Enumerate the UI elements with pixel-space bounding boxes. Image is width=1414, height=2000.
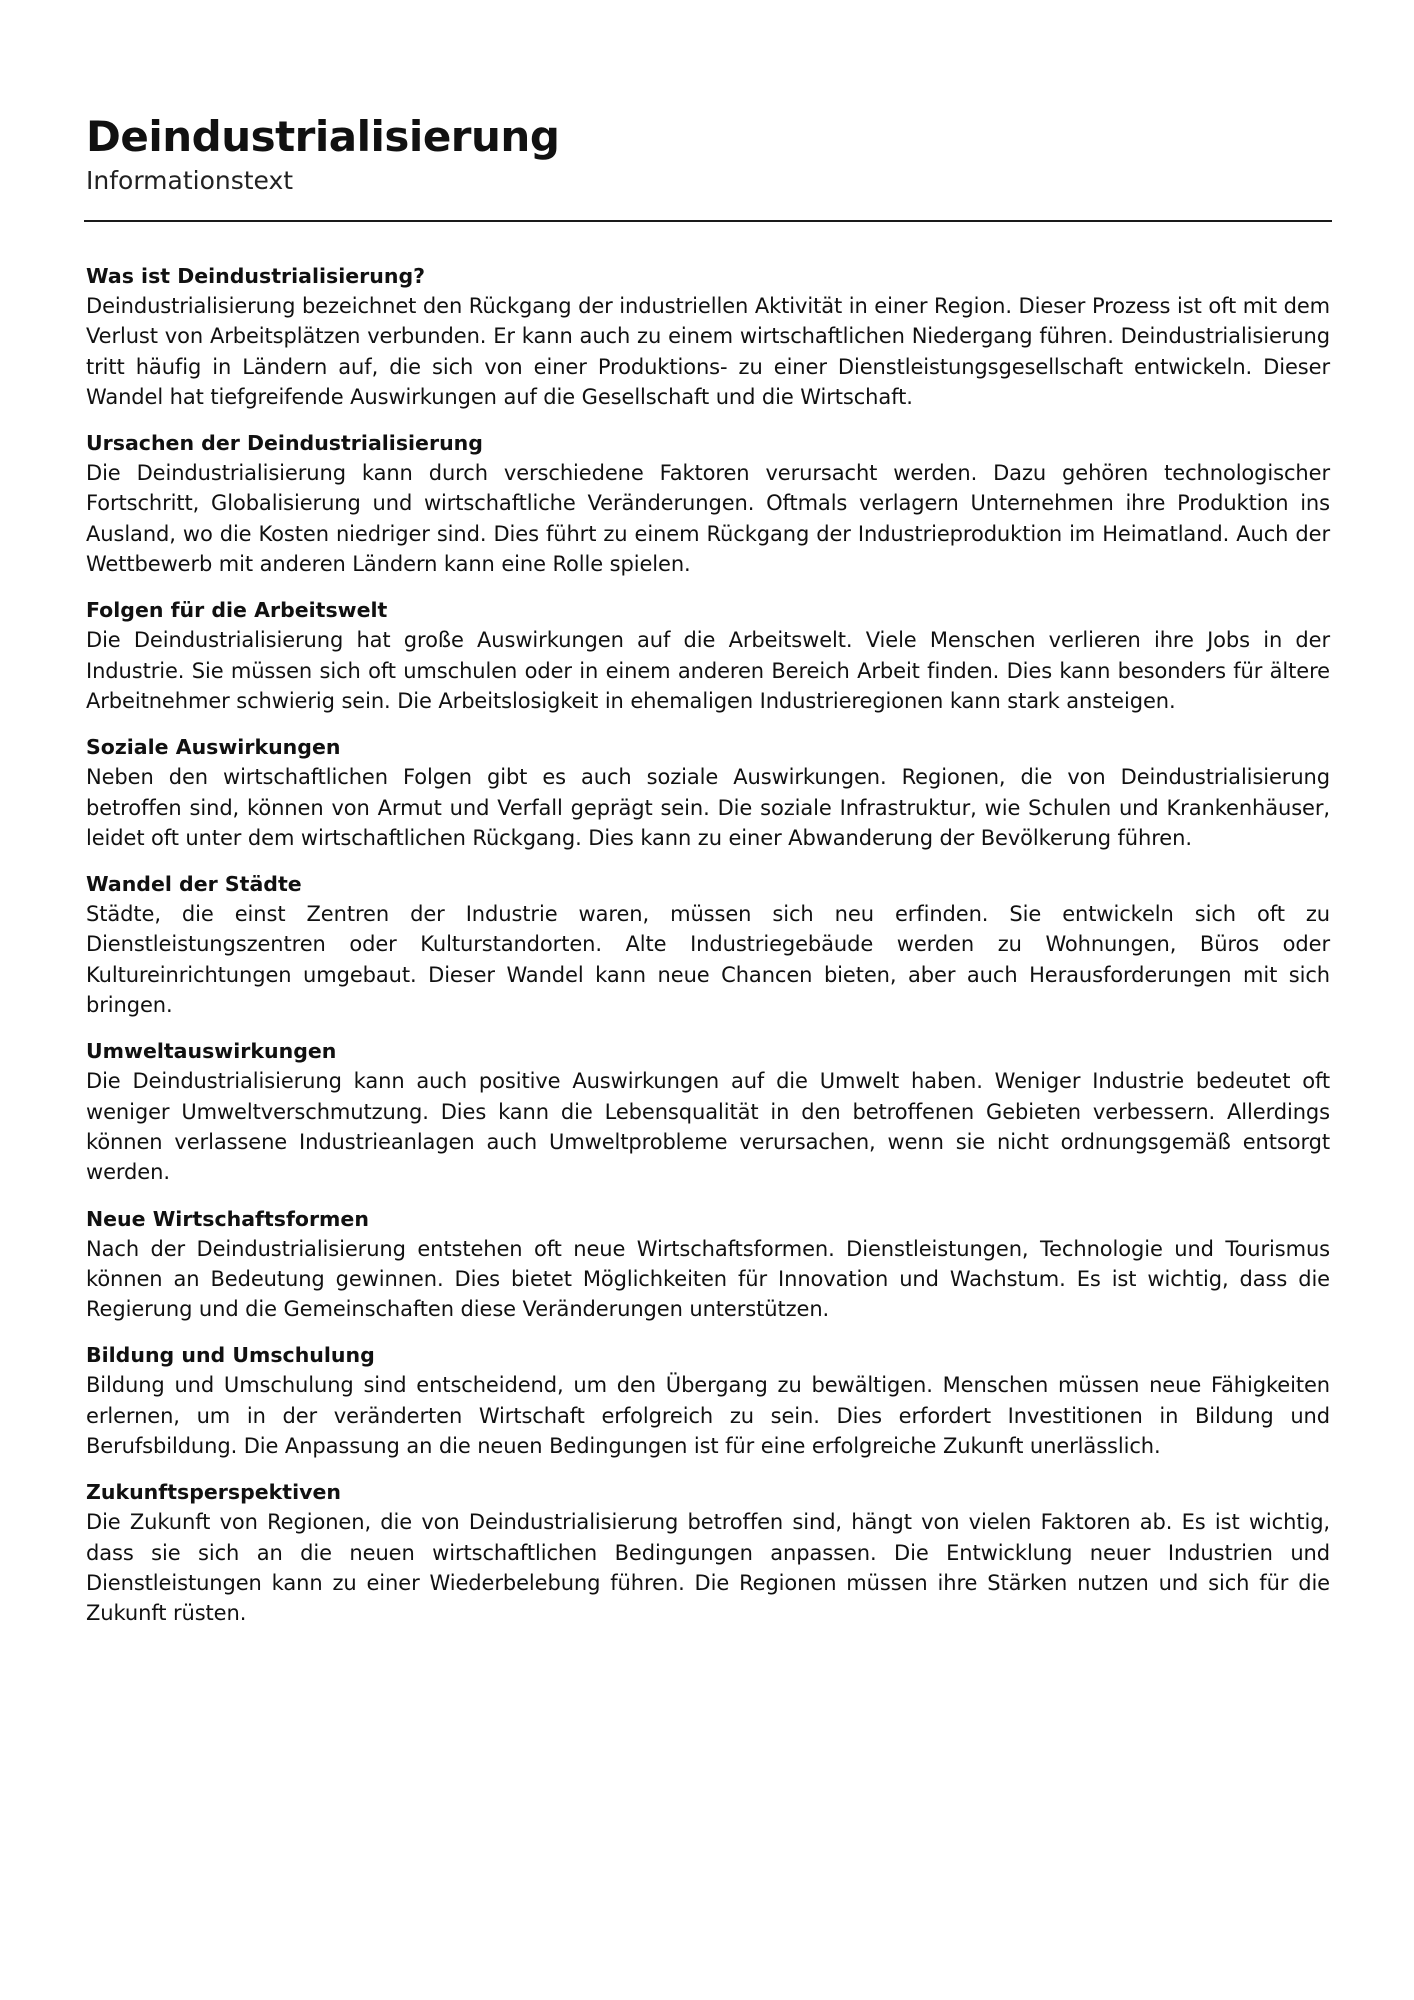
section-bildung-umschulung xyxy=(86,1340,1330,1461)
section-paragraph: Neben den wirtschaftlichen Folgen gibt es auch soziale Auswirkungen. Regionen, die von Deindustrialisierung betroffen sind, können von Armut und Verfall geprägt sein. Die soziale Infrastruktur, wie Schulen und Krankenhäuser, leidet oft unter dem wirtschaftlichen Rückgang. Dies kann zu einer Abwanderung der Bevölkerung führen. xyxy=(86,765,1330,850)
section-paragraph: Die Deindustrialisierung kann durch verschiedene Faktoren verursacht werden. Dazu gehören technologischer Fortschritt, Globalisierung und wirtschaftliche Veränderungen. Oftmals verlagern Unternehmen ihre Produktion ins Ausland, wo die Kosten niedriger sind. Dies führt zu einem Rückgang der Industrieproduktion im Heimatland. Auch der Wettbewerb mit anderen Ländern kann eine Rolle spielen. xyxy=(86,461,1330,577)
section-neue-wirtschaftsformen xyxy=(86,1204,1330,1325)
section-heading: Was ist Deindustrialisierung? xyxy=(86,264,426,288)
section-ursachen xyxy=(86,428,1330,579)
section-heading: Umweltauswirkungen xyxy=(86,1039,337,1064)
document-header xyxy=(86,112,1336,198)
section-heading: Neue Wirtschaftsformen xyxy=(86,1206,369,1231)
section-was-ist-deindustrialisierung xyxy=(86,261,1330,412)
section-paragraph: Die Deindustrialisierung hat große Auswirkungen auf die Arbeitswelt. Viele Menschen verlieren ihre Jobs in der Industrie. Sie müssen sich oft umschulen oder in einem anderen Bereich Arbeit finden. Dies kann besonders für ältere Arbeitnehmer schwierig sein. Die Arbeitslosigkeit in ehemaligen Industrieregionen kann stark ansteigen. xyxy=(86,628,1330,713)
section-zukunftsperspektiven xyxy=(86,1477,1330,1628)
section-heading: Wandel der Städte xyxy=(86,872,302,897)
document-title: Deindustrialisierung xyxy=(86,112,560,161)
header-divider xyxy=(84,220,1332,222)
section-paragraph: Die Zukunft von Regionen, die von Deindustrialisierung betroffen sind, hängt von vielen Faktoren ab. Es ist wichtig, dass sie sich an die neuen wirtschaftlichen Bedingungen anpassen. Die Entwicklung neuer Industrien und Dienstleistungen kann zu einer Wiederbelebung führen. Die Regionen müssen ihre Stärken nutzen und sich für die Zukunft rüsten. xyxy=(86,1510,1330,1626)
section-heading: Soziale Auswirkungen xyxy=(86,735,341,760)
section-heading: Zukunftsperspektiven xyxy=(86,1480,341,1505)
section-paragraph: Deindustrialisierung bezeichnet den Rückgang der industriellen Aktivität in einer Region. Dieser Prozess ist oft mit dem Verlust von Arbeitsplätzen verbunden. Er kann auch zu einem wirtschaftlichen Niedergang führen. Deindustrialisierung tritt häufig in Ländern auf, die sich von einer Produktions- zu einer Dienstleistungsgesellschaft entwickeln. Dieser Wandel hat tiefgreifende Auswirkungen auf die Gesellschaft und die Wirtschaft. xyxy=(86,294,1330,409)
section-paragraph: Städte, die einst Zentren der Industrie waren, müssen sich neu erfinden. Sie entwickeln sich oft zu Dienstleistungszentren oder Kulturstandorten. Alte Industriegebäude werden zu Wohnungen, Büros oder Kultureinrichtungen umgebaut. Dieser Wandel kann neue Chancen bieten, aber auch Herausforderungen mit sich bringen. xyxy=(86,902,1330,1018)
section-paragraph: Die Deindustrialisierung kann auch positive Auswirkungen auf die Umwelt haben. Weniger Industrie bedeutet oft weniger Umweltverschmutzung. Dies kann die Lebensqualität in den betroffenen Gebieten verbessern. Allerdings können verlassene Industrieanlagen auch Umweltprobleme verursachen, wenn sie nicht ordnungsgemäß entsorgt werden. xyxy=(86,1069,1330,1185)
section-heading: Bildung und Umschulung xyxy=(86,1343,375,1368)
section-paragraph: Bildung und Umschulung sind entscheidend, um den Übergang zu bewältigen. Menschen müssen neue Fähigkeiten erlernen, um in der veränderten Wirtschaft erfolgreich zu sein. Dies erfordert Investitionen in Bildung und Berufsbildung. Die Anpassung an die neuen Bedingungen ist für eine erfolgreiche Zukunft unerlässlich. xyxy=(86,1373,1330,1459)
section-umweltauswirkungen xyxy=(86,1036,1330,1187)
section-soziale-auswirkungen xyxy=(86,732,1330,853)
document-body xyxy=(86,261,1330,1645)
section-heading: Folgen für die Arbeitswelt xyxy=(86,598,388,623)
section-folgen-arbeitswelt xyxy=(86,595,1330,716)
document-subtitle: Informationstext xyxy=(86,166,294,195)
section-heading: Ursachen der Deindustrialisierung xyxy=(86,431,483,456)
section-paragraph: Nach der Deindustrialisierung entstehen oft neue Wirtschaftsformen. Dienstleistungen, Technologie und Tourismus können an Bedeutung gewinnen. Dies bietet Möglichkeiten für Innovation und Wachstum. Es ist wichtig, dass die Regierung und die Gemeinschaften diese Veränderungen unterstützen. xyxy=(86,1236,1330,1322)
section-wandel-der-staedte xyxy=(86,869,1330,1020)
